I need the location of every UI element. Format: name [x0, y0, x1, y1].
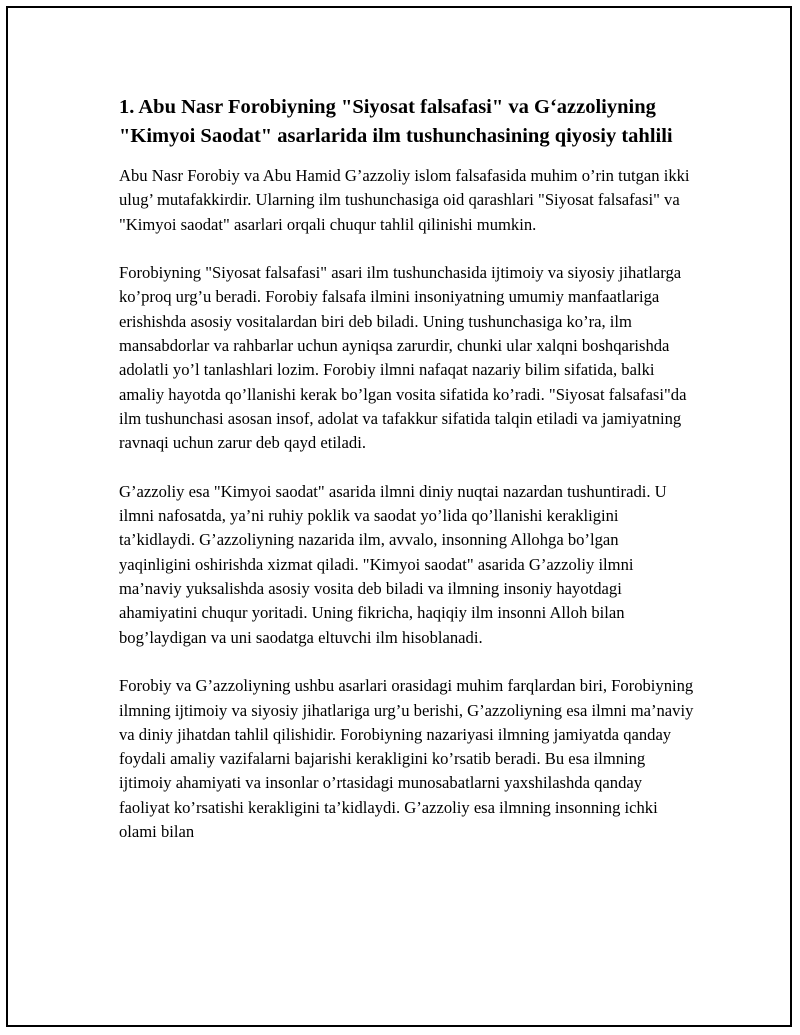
paragraph-gazzoliy: G’azzoliy esa "Kimyoi saodat" asarida ilmni diniy nuqtai nazardan tushuntiradi. U ilmni nafosatda, ya’ni ruhiy poklik va saodat yo’lida qo’llanishi kerakligini ta’kidlaydi. G’azzoliyning nazarida ilm, avvalo, insonning Allohga bo’lgan yaqinligini oshirishda xizmat qiladi. "Kimyoi saodat" asarida G’azzoliy ilmni ma’naviy yuksalishda asosiy vosita deb biladi va ilmning insoniy hayotdagi ahamiyatini chuqur yoritadi. Uning fikricha, haqiqiy ilm insonni Alloh bilan bog’laydigan va uni saodatga eltuvchi ilm hisoblanadi. — [119, 481, 667, 647]
document-heading: 1. Abu Nasr Forobiyning "Siyosat falsafasi" va G‘azzoliyning "Kimyoi Saodat" asarlarida ilm tushunchasining qiyosiy tahlili — [119, 96, 673, 147]
document-page — [6, 6, 792, 1027]
paragraph-comparison: Forobiy va G’azzoliyning ushbu asarlari orasidagi muhim farqlardan biri, Forobiyning ilmning ijtimoiy va siyosiy jihatlariga urg’u berishi, G’azzoliyning esa ilmni ma’naviy va diniy jihatdan tahlil qilishidir. Forobiyning nazariyasi ilmning jamiyatda qanday foydali amaliy vazifalarni bajarishi kerakligini ko’rsatib beradi. Bu esa ilmning ijtimoiy ahamiyati va insonlar o’rtasidagi munosabatlarni yaxshilashda qanday faoliyat ko’rsatishi kerakligini ta’kidlaydi. G’azzoliy esa ilmning insonning ichki olami bilan — [119, 676, 694, 842]
paragraph-forobiy: Forobiyning "Siyosat falsafasi" asari ilm tushunchasida ijtimoiy va siyosiy jihatlarga ko’proq urg’u beradi. Forobiy falsafa ilmini insoniyatning umumiy manfaatlariga erishishda asosiy vositalardan biri deb biladi. Uning tushunchasiga ko’ra, ilm mansabdorlar va rahbarlar uchun ayniqsa zarurdir, chunki ular xalqni boshqarishda adolatli yo’l tanlashlari lozim. Forobiy ilmni nafaqat nazariy bilim sifatida, balki amaliy hayotda qo’llanishi kerak bo’lgan vosita sifatida ko’radi. "Siyosat falsafasi"da ilm tushunchasi asosan insof, adolat va tafakkur sifatida talqin etiladi va jamiyatning ravnaqi uchun zarur deb qayd etiladi. — [119, 263, 687, 453]
document-body — [119, 93, 694, 869]
paragraph-intro: Abu Nasr Forobiy va Abu Hamid G’azzoliy islom falsafasida muhim o’rin tutgan ikki ulug’ mutafakkirdir. Ularning ilm tushunchasiga oid qarashlari "Siyosat falsafasi" va "Kimyoi saodat" asarlari orqali chuqur tahlil qilinishi mumkin. — [119, 166, 690, 234]
